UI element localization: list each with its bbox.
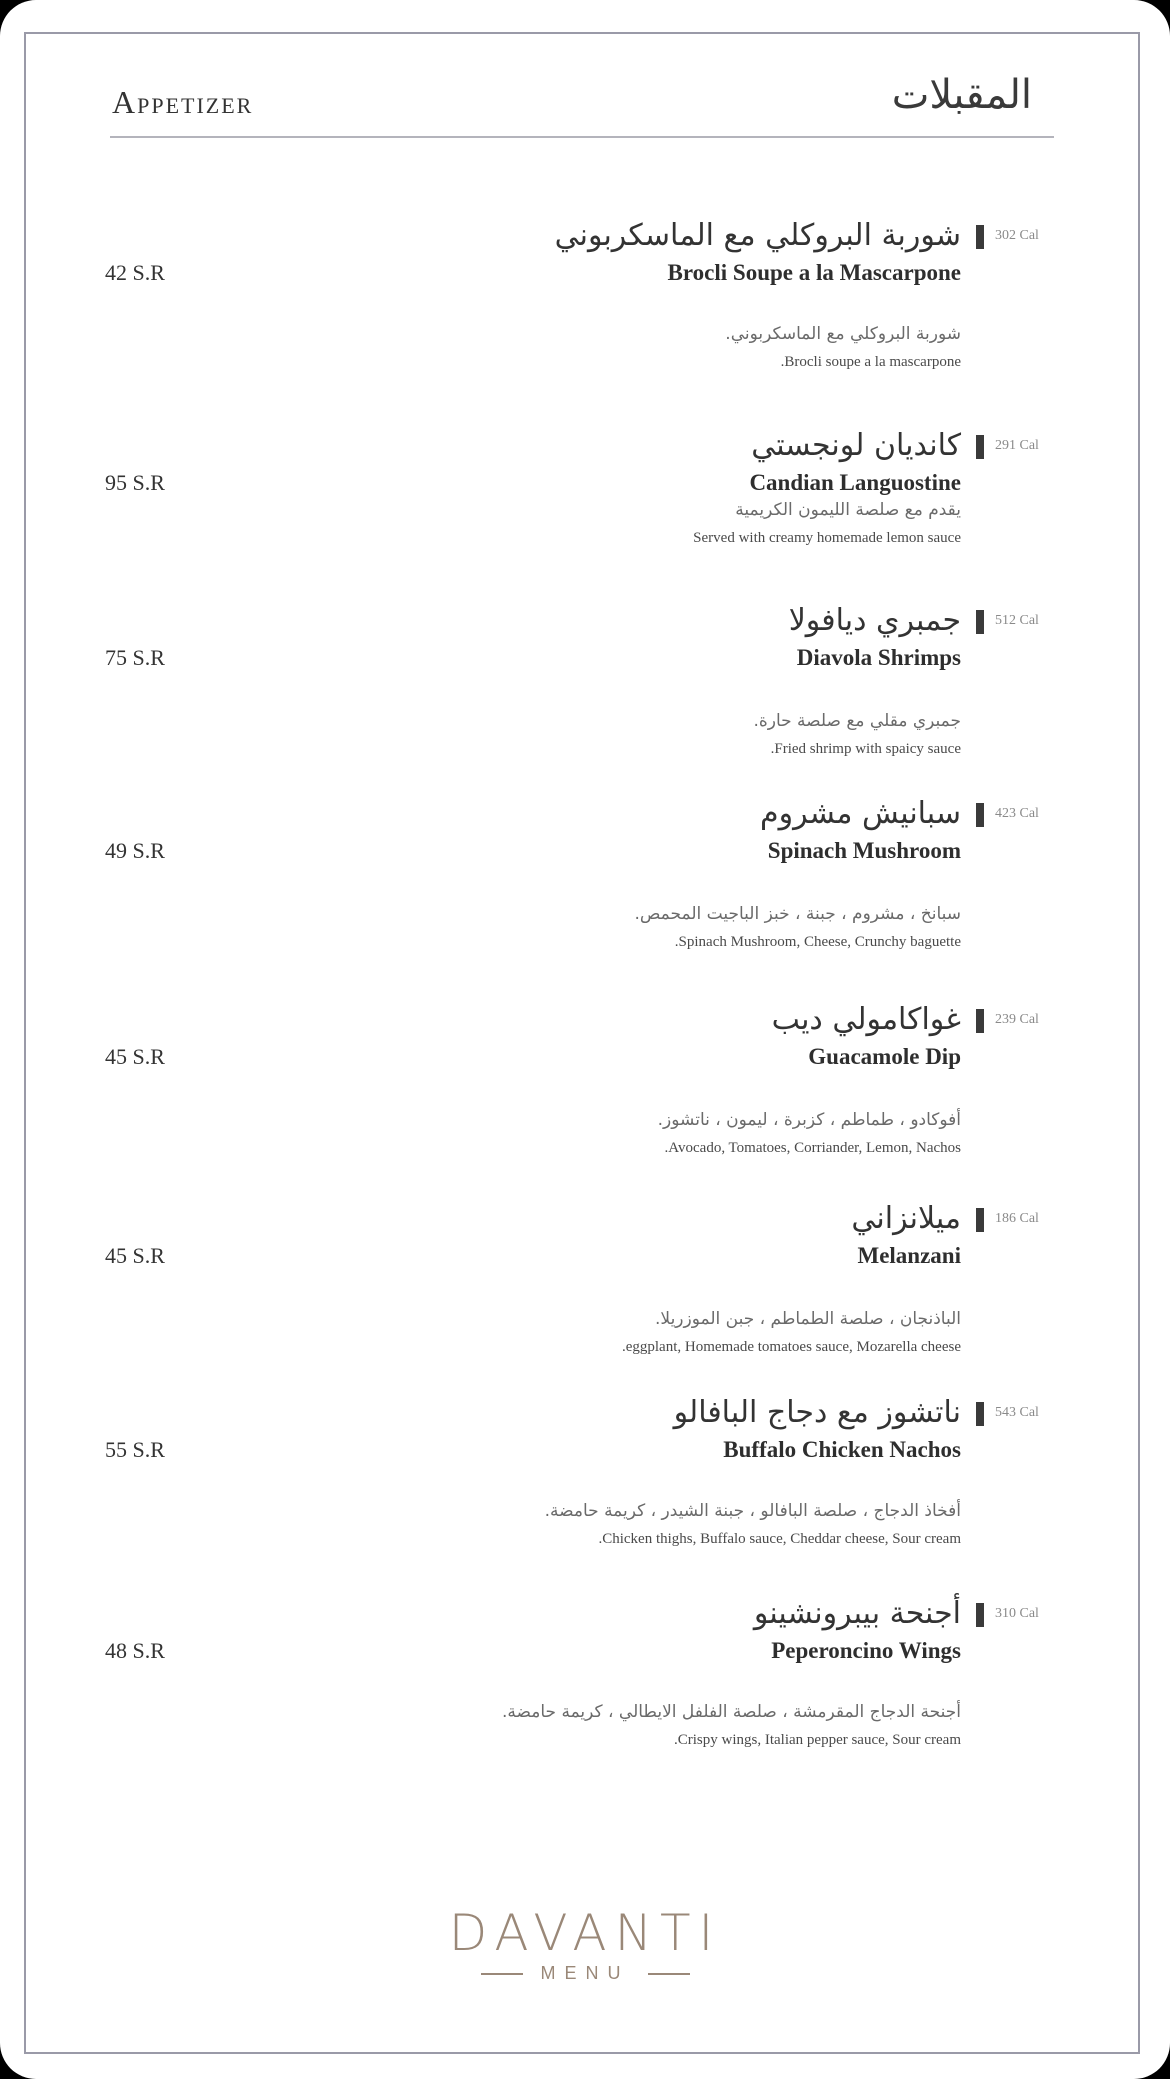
- item-name-en: Brocli Soupe a la Mascarpone: [667, 260, 961, 285]
- item-description-en: .Brocli soupe a la mascarpone: [780, 354, 961, 370]
- item-description-en: .Avocado, Tomatoes, Corriander, Lemon, Nachos: [664, 1140, 961, 1156]
- item-price: 75 S.R: [105, 645, 165, 670]
- item-description-ar: شوربة البروكلي مع الماسكربوني.: [725, 324, 961, 344]
- item-description-ar: أفخاذ الدجاج ، صلصة البافالو ، جبنة الشيدر ، كريمة حامضة.: [544, 1501, 961, 1521]
- item-name-en: Candian Languostine: [749, 470, 961, 495]
- item-description-ar: جمبري مقلي مع صلصة حارة.: [753, 711, 961, 731]
- item-name-ar: كانديان لونجستي: [751, 428, 961, 463]
- item-marker: [976, 1208, 984, 1232]
- item-description-ar: أجنحة الدجاج المقرمشة ، صلصة الفلفل الايطالي ، كريمة حامضة.: [502, 1702, 961, 1722]
- menu-item: [0, 601, 1170, 781]
- brand-name: DAVANTI: [448, 1904, 722, 1962]
- item-price: 45 S.R: [105, 1243, 165, 1268]
- item-calories: 310 Cal: [995, 1606, 1039, 1621]
- item-name-en: Buffalo Chicken Nachos: [723, 1437, 961, 1462]
- item-description-ar: الباذنجان ، صلصة الطماطم ، جبن الموزريلا.: [655, 1309, 961, 1329]
- item-marker: [976, 1009, 984, 1033]
- item-description-ar: أفوكادو ، طماطم ، كزبرة ، ليمون ، ناتشوز.: [657, 1110, 961, 1130]
- menu-item: [0, 426, 1170, 606]
- item-marker: [976, 225, 984, 249]
- item-name-ar: شوربة البروكلي مع الماسكربوني: [554, 218, 961, 253]
- item-marker: [976, 803, 984, 827]
- item-description-en: .Spinach Mushroom, Cheese, Crunchy baguette: [674, 934, 961, 950]
- item-marker: [976, 1603, 984, 1627]
- item-price: 42 S.R: [105, 260, 165, 285]
- item-marker: [976, 1402, 984, 1426]
- section-title-en: Appetizer: [112, 84, 254, 120]
- menu-item: [0, 1393, 1170, 1573]
- item-description-en: .Crispy wings, Italian pepper sauce, Sour cream: [674, 1732, 961, 1748]
- menu-item: [0, 216, 1170, 396]
- brand-subtitle: MENU: [540, 1963, 630, 1983]
- item-price: 55 S.R: [105, 1437, 165, 1462]
- item-description-en: Served with creamy homemade lemon sauce: [693, 530, 961, 546]
- item-name-ar: ناتشوز مع دجاج البافالو: [673, 1395, 961, 1430]
- item-price: 95 S.R: [105, 470, 165, 495]
- menu-item: [0, 1199, 1170, 1379]
- item-description-en: .Chicken thighs, Buffalo sauce, Cheddar cheese, Sour cream: [598, 1531, 961, 1547]
- item-name-ar: غواكامولي ديب: [771, 1002, 961, 1037]
- item-marker: [976, 610, 984, 634]
- item-marker: [976, 435, 984, 459]
- item-calories: 302 Cal: [995, 228, 1039, 243]
- item-name-ar: أجنحة بيبرونشينو: [753, 1596, 961, 1631]
- divider-line-left: [481, 1973, 523, 1975]
- item-description-ar: يقدم مع صلصة الليمون الكريمية: [735, 500, 961, 520]
- item-calories: 291 Cal: [995, 438, 1039, 453]
- item-description-en: .eggplant, Homemade tomatoes sauce, Mozarella cheese: [621, 1339, 961, 1355]
- item-name-en: Melanzani: [857, 1243, 961, 1268]
- item-name-ar: ميلانزاني: [851, 1201, 961, 1236]
- brand-subtitle-row: [0, 1963, 1170, 1984]
- item-description-en: .Fried shrimp with spaicy sauce: [770, 741, 961, 757]
- menu-item: [0, 1594, 1170, 1774]
- item-description-ar: سبانخ ، مشروم ، جبنة ، خبز الباجيت المحمص.: [634, 904, 961, 924]
- item-price: 49 S.R: [105, 838, 165, 863]
- item-name-en: Spinach Mushroom: [767, 838, 961, 863]
- item-price: 48 S.R: [105, 1638, 165, 1663]
- item-calories: 239 Cal: [995, 1012, 1039, 1027]
- item-calories: 543 Cal: [995, 1405, 1039, 1420]
- brand-logo: [0, 1905, 1170, 1984]
- section-title-ar: المقبلات: [891, 72, 1032, 118]
- item-name-ar: سبانيش مشروم: [760, 796, 961, 831]
- item-name-en: Diavola Shrimps: [796, 645, 961, 670]
- item-name-en: Guacamole Dip: [808, 1044, 961, 1069]
- item-name-ar: جمبري ديافولا: [788, 603, 961, 638]
- item-name-en: Peperoncino Wings: [771, 1638, 961, 1663]
- menu-item: [0, 1000, 1170, 1180]
- divider-line-right: [648, 1973, 690, 1975]
- item-calories: 423 Cal: [995, 806, 1039, 821]
- item-calories: 186 Cal: [995, 1211, 1039, 1226]
- menu-item: [0, 794, 1170, 974]
- item-calories: 512 Cal: [995, 613, 1039, 628]
- header-divider: [110, 136, 1054, 138]
- item-price: 45 S.R: [105, 1044, 165, 1069]
